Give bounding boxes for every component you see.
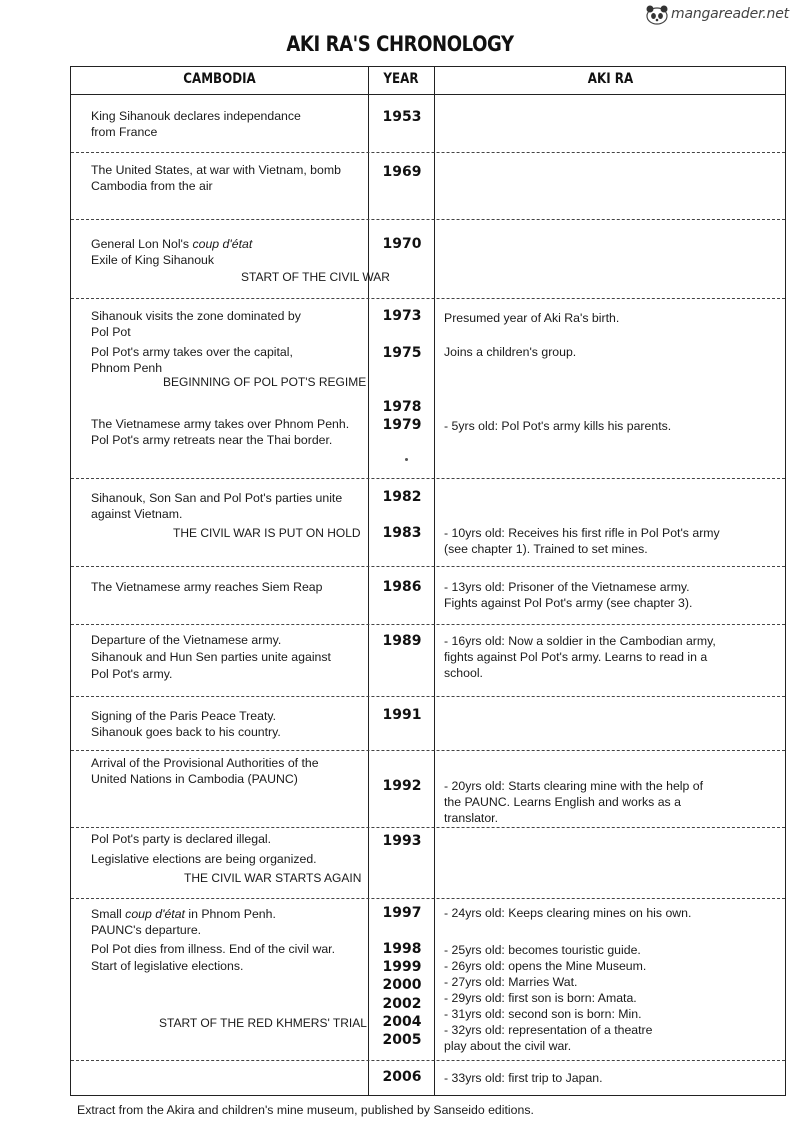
event-heading: THE CIVIL WAR STARTS AGAIN — [184, 871, 362, 885]
event-text: PAUNC's departure. — [91, 923, 202, 937]
row-separator — [71, 827, 785, 828]
page-title: AKI RA'S CHRONOLOGY — [286, 32, 514, 56]
event-text: from France — [91, 125, 158, 139]
akira-text: Presumed year of Aki Ra's birth. — [444, 311, 620, 325]
event-text: Phnom Penh — [91, 361, 163, 375]
event-text: Exile of King Sihanouk — [91, 253, 215, 267]
event-text: Start of legislative elections. — [91, 959, 244, 973]
row-separator — [71, 750, 785, 751]
event-text: Sihanouk and Hun Sen parties unite against — [91, 650, 331, 664]
event-text: King Sihanouk declares independance — [91, 109, 301, 123]
event-text: Pol Pot's army takes over the capital, — [91, 345, 293, 359]
stray-dot — [405, 458, 408, 461]
akira-text: play about the civil war. — [444, 1039, 572, 1053]
row-separator — [71, 566, 785, 567]
event-text: The Vietnamese army takes over Phnom Penh. — [91, 417, 350, 431]
akira-text: - 16yrs old: Now a soldier in the Cambodian army, — [444, 634, 716, 648]
akira-text: - 13yrs old: Prisoner of the Vietnamese army. — [444, 580, 690, 594]
year-label: 1953 — [382, 109, 422, 125]
akira-text: - 29yrs old: first son is born: Amata. — [444, 991, 637, 1005]
event-text: Legislative elections are being organized. — [91, 852, 317, 866]
year-label: 1973 — [382, 308, 422, 324]
akira-text: fights against Pol Pot's army. Learns to read in a — [444, 650, 708, 664]
event-text: Pol Pot's army retreats near the Thai border. — [91, 433, 333, 447]
akira-text: Fights against Pol Pot's army (see chapter 3). — [444, 596, 693, 610]
akira-text: - 24yrs old: Keeps clearing mines on his own. — [444, 906, 692, 920]
event-text: Signing of the Paris Peace Treaty. — [91, 709, 277, 723]
event-text: Sihanouk goes back to his country. — [91, 725, 281, 739]
year-label: 1989 — [382, 633, 422, 649]
event-text: Cambodia from the air — [91, 179, 213, 193]
row-separator — [71, 696, 785, 697]
akira-text: - 20yrs old: Starts clearing mine with the help of — [444, 779, 704, 793]
event-text: Arrival of the Provisional Authorities of the — [91, 756, 319, 770]
column-divider — [434, 67, 435, 1095]
year-label: 2005 — [382, 1032, 422, 1048]
akira-text: - 5yrs old: Pol Pot's army kills his parents. — [444, 419, 672, 433]
chronology-table — [70, 66, 786, 1096]
akira-text: translator. — [444, 811, 498, 825]
event-text: against Vietnam. — [91, 507, 183, 521]
year-label: 1979 — [382, 417, 422, 433]
event-text: The Vietnamese army reaches Siem Reap — [91, 580, 323, 594]
event-heading: BEGINNING OF POL POT'S REGIME — [163, 375, 367, 389]
event-text: Small coup d'état in Phnom Penh. — [91, 907, 276, 921]
event-text: Sihanouk, Son San and Pol Pot's parties unite — [91, 491, 343, 505]
akira-text: school. — [444, 666, 483, 680]
year-label: 1998 — [382, 941, 422, 957]
year-label: 2000 — [382, 977, 422, 993]
header-cambodia: CAMBODIA — [183, 71, 256, 87]
event-text: Pol Pot's party is declared illegal. — [91, 832, 272, 846]
event-heading: THE CIVIL WAR IS PUT ON HOLD — [173, 526, 361, 540]
event-text: United Nations in Cambodia (PAUNC) — [91, 772, 298, 786]
year-label: 1992 — [382, 778, 422, 794]
akira-text: (see chapter 1). Trained to set mines. — [444, 542, 648, 556]
event-text: Pol Pot — [91, 325, 131, 339]
akira-text: - 25yrs old: becomes touristic guide. — [444, 943, 641, 957]
akira-text: - 26yrs old: opens the Mine Museum. — [444, 959, 647, 973]
event-text: The United States, at war with Vietnam, bomb — [91, 163, 341, 177]
year-label: 1999 — [382, 959, 422, 975]
row-separator — [71, 1060, 785, 1061]
year-label: 1997 — [382, 905, 422, 921]
year-label: 1982 — [382, 489, 422, 505]
watermark — [643, 4, 795, 28]
event-text: Departure of the Vietnamese army. — [91, 633, 282, 647]
year-label: 1993 — [382, 833, 422, 849]
panda-icon — [643, 4, 673, 26]
header-divider — [71, 94, 785, 95]
year-label: 2004 — [382, 1014, 422, 1030]
row-separator — [71, 152, 785, 153]
event-text: Sihanouk visits the zone dominated by — [91, 309, 301, 323]
year-label: 1970 — [382, 236, 422, 252]
akira-text: Joins a children's group. — [444, 345, 577, 359]
year-label: 1983 — [382, 525, 422, 541]
akira-text: - 33yrs old: first trip to Japan. — [444, 1071, 603, 1085]
header-akira: AKI RA — [587, 71, 634, 87]
year-label: 1986 — [382, 579, 422, 595]
year-label: 1978 — [382, 399, 422, 415]
event-text: General Lon Nol's coup d'état — [91, 237, 253, 251]
row-separator — [71, 219, 785, 220]
row-separator — [71, 298, 785, 299]
event-text: Pol Pot's army. — [91, 667, 173, 681]
year-label: 1991 — [382, 707, 422, 723]
akira-text: - 32yrs old: representation of a theatre — [444, 1023, 653, 1037]
header-year: YEAR — [383, 71, 419, 87]
watermark-text: mangareader.net — [671, 6, 789, 22]
year-label: 1975 — [382, 345, 422, 361]
event-heading: START OF THE RED KHMERS' TRIAL — [159, 1016, 367, 1030]
akira-text: - 27yrs old: Marries Wat. — [444, 975, 578, 989]
source-footnote: Extract from the Akira and children's mine museum, published by Sanseido editions. — [77, 1103, 534, 1117]
event-heading: START OF THE CIVIL WAR — [241, 270, 390, 284]
year-label: 2002 — [382, 996, 422, 1012]
column-divider — [368, 67, 369, 1095]
row-separator — [71, 478, 785, 479]
akira-text: - 10yrs old: Receives his first rifle in Pol Pot's army — [444, 526, 720, 540]
row-separator — [71, 624, 785, 625]
year-label: 2006 — [382, 1069, 422, 1085]
row-separator — [71, 898, 785, 899]
year-label: 1969 — [382, 164, 422, 180]
akira-text: the PAUNC. Learns English and works as a — [444, 795, 681, 809]
event-text: Pol Pot dies from illness. End of the civil war. — [91, 942, 335, 956]
akira-text: - 31yrs old: second son is born: Min. — [444, 1007, 642, 1021]
